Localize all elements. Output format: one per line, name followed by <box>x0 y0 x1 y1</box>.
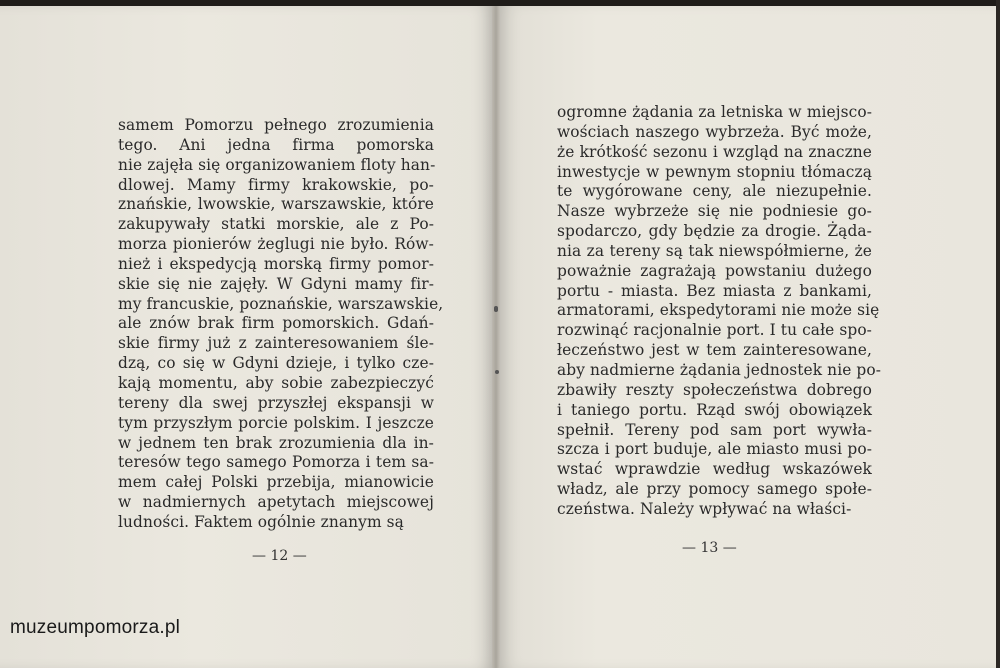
text-line: ale znów brak firm pomorskich. Gdań- <box>118 314 434 333</box>
text-line: morza pionierów żeglugi nie było. Rów- <box>118 235 434 254</box>
text-line: wościach naszego wybrzeża. Być może, <box>557 122 872 141</box>
text-line: te wygórowane ceny, ale niezupełnie. <box>557 182 872 201</box>
text-line: mem całej Polski przebija, mianowicie <box>118 473 434 492</box>
text-line: nie zajęła się organizowaniem floty han- <box>118 155 436 174</box>
text-line: aby nadmierne żądania jednostek nie po- <box>557 360 882 379</box>
text-line: ogromne żądania za letniska w miejsco- <box>557 103 872 121</box>
book-gutter <box>492 6 500 668</box>
text-line: nież i ekspedycją morską firmy pomor- <box>118 254 434 273</box>
text-line: władz, ale przy pomocy samego społe- <box>557 480 872 499</box>
text-line: teresów tego samego Pomorza i tem sa- <box>118 453 434 472</box>
text-line: tego. Ani jedna firma pomorska <box>118 135 434 154</box>
text-line: portu - miasta. Bez miasta z bankami, <box>557 281 872 300</box>
text-line: w jednem ten brak zrozumienia dla in- <box>118 433 434 452</box>
text-line: my francuskie, poznańskie, warszawskie, <box>118 294 444 313</box>
right-page-body-text <box>557 103 882 520</box>
text-line: tym przyszłym porcie polskim. I jeszcze <box>118 413 434 432</box>
text-line: w nadmiernych apetytach miejscowej <box>118 493 434 512</box>
text-line: dzą, co się w Gdyni dzieje, i tylko cze- <box>118 354 434 373</box>
text-line: że krótkość sezonu i wzgląd na znaczne <box>557 142 872 161</box>
text-line: Nasze wybrzeże się nie podniesie go- <box>557 202 872 221</box>
text-line: spodarczo, gdy będzie za drogie. Żąda- <box>557 222 872 241</box>
left-page-body-text <box>118 116 444 533</box>
text-line: inwestycje w pewnym stopniu tłómaczą <box>557 162 872 181</box>
text-line: dlowej. Mamy firmy krakowskie, po- <box>118 175 434 194</box>
right-page-number: — 13 — <box>682 540 737 556</box>
text-line: wstać wprawdzie według wskazówek <box>557 460 872 479</box>
text-line: znańskie, lwowskie, warszawskie, które <box>118 195 434 214</box>
text-line: skie firmy już z zainteresowaniem śle- <box>118 334 434 353</box>
text-line: i taniego portu. Rząd swój obowiązek <box>557 400 872 419</box>
watermark-text: muzeumpomorza.pl <box>10 617 181 638</box>
text-line: kają momentu, aby sobie zabezpieczyć <box>118 373 434 392</box>
text-line: zbawiły reszty społeczeństwa dobrego <box>557 380 872 399</box>
scan-right-edge <box>996 0 1000 668</box>
text-line: skie się nie zajęły. W Gdyni mamy fir- <box>118 274 434 293</box>
text-line: armatorami, ekspedytorami nie może się <box>557 301 880 320</box>
text-line: samem Pomorzu pełnego zrozumienia <box>118 116 434 134</box>
text-line: poważnie zagrażają powstaniu dużego <box>557 261 872 280</box>
text-line: ludności. Faktem ogólnie znanym są <box>118 512 404 531</box>
binding-mark <box>495 370 499 374</box>
text-line: nia za tereny są tak niewspółmierne, że <box>557 241 872 260</box>
text-line: szcza i port buduje, ale miasto musi po- <box>557 440 872 459</box>
text-line: rozwinąć racjonalnie port. I tu całe spo- <box>557 321 872 340</box>
text-line: zakupywały statki morskie, ale z Po- <box>118 215 434 234</box>
text-line: spełnił. Tereny pod sam port wywła- <box>557 420 872 439</box>
text-line: czeństwa. Należy wpływać na właści- <box>557 499 852 518</box>
text-line: łeczeństwo jest w tem zainteresowane, <box>557 341 872 360</box>
binding-mark <box>494 306 498 312</box>
text-line: tereny dla swej przyszłej ekspansji w <box>118 393 434 412</box>
left-page-number: — 12 — <box>252 548 307 564</box>
